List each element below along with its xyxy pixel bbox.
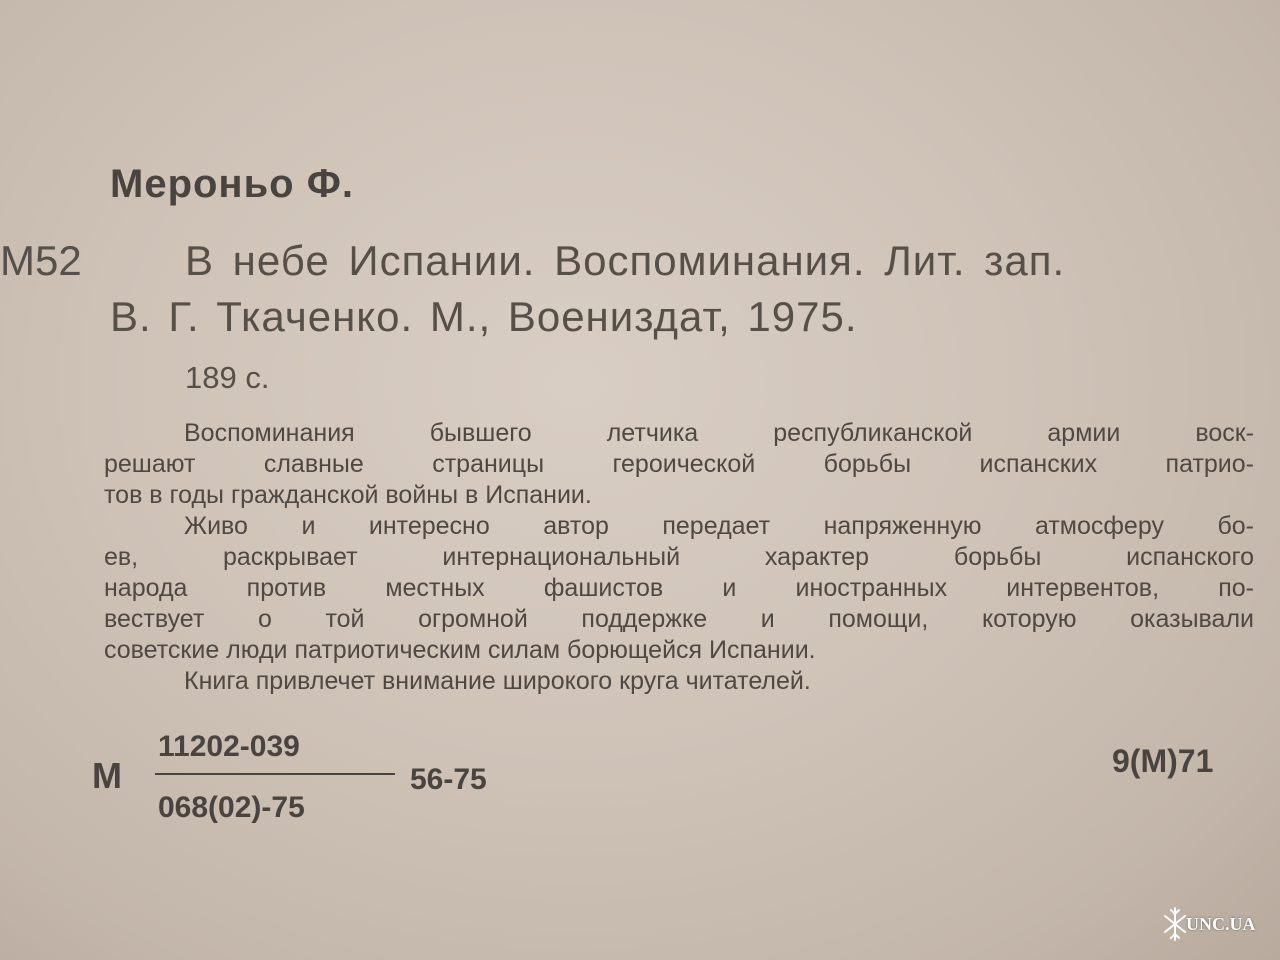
annotation-line: Живо и интересно автор передает напряженную атмосферу бо- [184, 512, 1254, 540]
title-line-1: В небе Испании. Воспоминания. Лит. зап. [185, 237, 1066, 284]
title-line-2: В. Г. Ткаченко. М., Воениздат, 1975. [110, 293, 858, 340]
catalog-index: М52 [0, 237, 82, 284]
catalog-letter: М [92, 755, 122, 796]
annotation-line: советские люди патриотическим силам борющейся Испании. [104, 636, 816, 664]
annotation-paragraph [104, 418, 1254, 697]
fraction-divider [155, 773, 395, 775]
annotation-line: ев, раскрывает интернациональный характер борьбы испанского [104, 543, 1254, 571]
catalog-series: 56-75 [410, 763, 487, 796]
annotation-line: решают славные страницы героической борьбы испанских патрио- [104, 450, 1254, 478]
page-count: 189 с. [185, 360, 270, 395]
udk-code: 9(М)71 [1112, 743, 1214, 779]
catalog-denominator: 068(02)-75 [158, 791, 305, 824]
annotation-line: Книга привлечет внимание широкого круга читателей. [184, 667, 811, 695]
author-name: Мероньо Ф. [110, 162, 354, 206]
annotation-line: Воспоминания бывшего летчика республиканской армии воск- [184, 419, 1254, 447]
annotation-line: вествует о той огромной поддержке и помощи, которую оказывали [104, 605, 1254, 633]
annotation-line: тов в годы гражданской войны в Испании. [104, 481, 592, 509]
snowflake-icon [1162, 904, 1188, 944]
catalog-numerator: 11202-039 [158, 730, 300, 763]
watermark [1162, 900, 1272, 956]
watermark-text: UNC.UA [1186, 914, 1256, 934]
annotation-line: народа против местных фашистов и иностранных интервентов, по- [104, 574, 1254, 602]
